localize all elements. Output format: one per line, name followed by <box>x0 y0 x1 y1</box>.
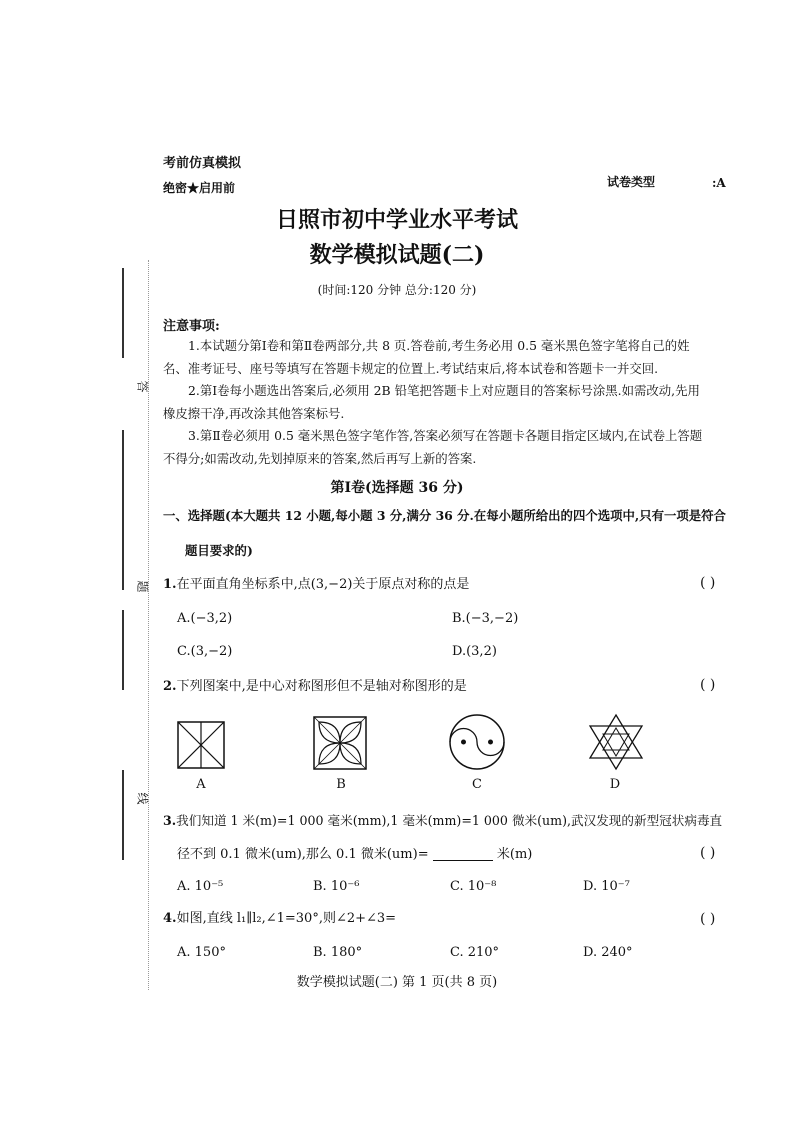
question-4-option-d: D. 240° <box>583 945 633 960</box>
question-3-paren: ( ) <box>700 845 716 861</box>
question-3 <box>163 815 722 828</box>
time-info: (时间:120 分钟 总分:120 分) <box>317 283 477 297</box>
binding-line-3 <box>122 610 124 690</box>
figure-a-square-diagonals <box>177 721 225 769</box>
notes-line-6: 不得分;如需改动,先划掉原来的答案,然后再写上新的答案. <box>163 451 477 466</box>
binding-char-answer: 答 <box>135 380 150 393</box>
figure-d-star <box>587 713 645 771</box>
question-4-number: 4. <box>163 911 177 926</box>
question-2-number: 2. <box>163 679 177 694</box>
binding-char-line: 线 <box>135 792 150 805</box>
notes-line-5: 3.第Ⅱ卷必须用 0.5 毫米黑色签字笔作答,答案必须写在答题卡各题目指定区域内,在试卷上答题 <box>188 428 703 443</box>
figure-c-label: C <box>472 777 482 792</box>
notes-line-4: 橡皮擦干净,再改涂其他答案标号. <box>163 406 345 421</box>
question-1-paren: ( ) <box>700 575 716 591</box>
answer-blank <box>433 848 493 861</box>
question-3-line2 <box>177 848 532 861</box>
question-1 <box>163 578 469 591</box>
section1-intro-line2: 题目要求的) <box>185 543 253 558</box>
binding-line-2 <box>122 430 124 590</box>
exam-title: 日照市初中学业水平考试 <box>275 207 518 233</box>
question-1-option-b: B.(−3,−2) <box>452 611 519 626</box>
question-1-option-c: C.(3,−2) <box>177 644 233 659</box>
figure-b-flower-square <box>313 716 367 770</box>
header-tag: 考前仿真模拟 <box>163 156 242 171</box>
figure-c-yin-yang <box>448 713 506 771</box>
paper-type-label: 试卷类型 <box>607 175 656 189</box>
binding-line-4 <box>122 770 124 860</box>
question-1-number: 1. <box>163 577 177 592</box>
question-4-option-c: C. 210° <box>450 945 500 960</box>
question-3-option-c: C. 10⁻⁸ <box>450 879 497 894</box>
secret-label: 绝密★启用前 <box>163 181 236 195</box>
binding-line-1 <box>122 268 124 358</box>
question-4 <box>163 912 396 925</box>
question-4-option-b: B. 180° <box>313 945 363 960</box>
question-3-number: 3. <box>163 813 177 828</box>
figure-a-label: A <box>196 777 206 792</box>
question-3-option-b: B. 10⁻⁶ <box>313 879 360 894</box>
binding-char-question: 题 <box>135 580 150 593</box>
question-3-option-d: D. 10⁻⁷ <box>583 879 630 894</box>
question-2 <box>163 680 467 693</box>
figure-b-label: B <box>336 777 346 792</box>
notes-line-1: 1.本试题分第Ⅰ卷和第Ⅱ卷两部分,共 8 页.答卷前,考生务必用 0.5 毫米黑色签字笔将自己的姓 <box>188 338 690 353</box>
section1-intro-line1: 一、选择题(本大题共 12 小题,每小题 3 分,满分 36 分.在每小题所给出的四个选项中,只有一项是符合 <box>163 508 726 523</box>
question-1-stem: 在平面直角坐标系中,点(3,−2)关于原点对称的点是 <box>176 577 470 592</box>
question-3-stem-line1: 我们知道 1 米(m)=1 000 毫米(mm),1 毫米(mm)=1 000 微米(um),武汉发现的新型冠状病毒直 <box>176 813 723 828</box>
question-3-option-a: A. 10⁻⁵ <box>177 879 224 894</box>
question-3-stem-line2a: 径不到 0.1 微米(um),那么 0.1 微米(um)= <box>177 847 429 862</box>
question-1-option-a: A.(−3,2) <box>177 611 233 626</box>
question-2-stem: 下列图案中,是中心对称图形但不是轴对称图形的是 <box>176 679 467 694</box>
question-4-paren: ( ) <box>700 911 716 927</box>
section1-heading: 第Ⅰ卷(选择题 36 分) <box>330 480 464 496</box>
notes-line-2: 名、准考证号、座号等填写在答题卡规定的位置上.考试结束后,将本试卷和答题卡一并交回. <box>163 361 659 376</box>
notes-heading: 注意事项: <box>163 319 220 334</box>
question-4-stem: 如图,直线 l₁∥l₂,∠1=30°,则∠2+∠3= <box>176 911 397 926</box>
question-4-option-a: A. 150° <box>177 945 226 960</box>
figure-d-label: D <box>609 777 621 792</box>
question-3-stem-line2b: 米(m) <box>496 847 533 862</box>
binding-dotted-line <box>148 260 149 990</box>
page-footer: 数学模拟试题(二) 第 1 页(共 8 页) <box>296 975 498 990</box>
exam-subtitle: 数学模拟试题(二) <box>309 242 485 268</box>
notes-line-3: 2.第Ⅰ卷每小题选出答案后,必须用 2B 铅笔把答题卡上对应题目的答案标号涂黑.如需改动,先用 <box>188 383 700 398</box>
question-2-paren: ( ) <box>700 677 716 693</box>
paper-type-value: :A <box>712 176 726 190</box>
question-1-option-d: D.(3,2) <box>452 644 497 659</box>
